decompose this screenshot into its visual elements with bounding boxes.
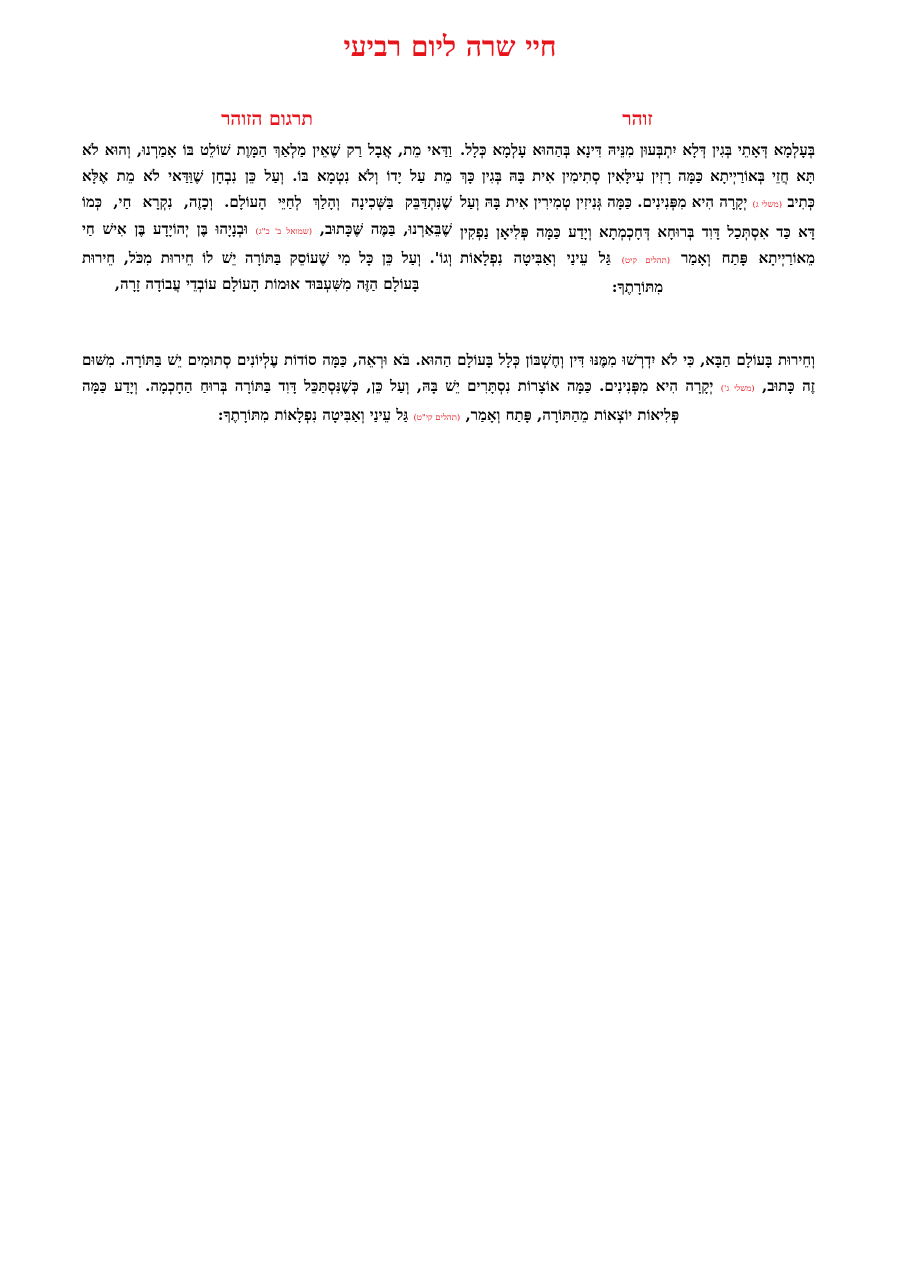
source-reference: (משלי ג) [752, 200, 783, 211]
zohar-text-segment: יְקָרָה הִיא מִפְּנִינִים. כַּמָּה גְּנִיזִין טְמִירִין אִית בָּהּ וְעַל דָּא כַּד אִסְתְּכַל דָּוִד בְּרוּחָא דְּחָכְמְתָא וְיָדַע כַּמָּה פְּלִיאָן נַפְקִין מֵאוֹרַיְיתָא פָּתַח וְאָמַר [460, 193, 816, 267]
translation-text-segment: וַדַּאי מֵת, אֲבָל רַק שֶׁאֵין מַלְאַךְ הַמָּוֶת שׁוֹלֵט בּוֹ אָמַרְנוּ, וְהוּא לֹא מֵת עַל יָדוֹ וְלֹא נִטְמָא בּוֹ. וְעַל כֵּן נִבְחָן שֶׁוַּדַּאי לֹא מֵת אֶלָּא שֶׁנִּתְדַּבֵּק בַּשְּׁכִינָה וְהָלַךְ לְחַיֵּי הָעוֹלָם. וְכָזֶה, נִקְרָא חַי, כְּמוֹ שֶׁבֵּאַרְנוּ, בַּמֶּה שֶּׁכָּתוּב, [82, 141, 452, 238]
translation-heading: תרגום הזוהר [221, 108, 313, 130]
zohar-text-column [460, 137, 815, 300]
source-reference: (תהלים קי"ט) [413, 413, 461, 424]
translation-text-segment: וּבְנָיָהוּ בֶּן יְהוֹיָדָע בֶּן אִישׁ חַי וְגוֹ'. וְעַל כֵּן כָּל מִי שֶׁעוֹסֵק בַּתּוֹרָה יֵשׁ לוֹ חֵירוּת מִכֹּל, חֵירוּת בָּעוֹלָם הַזֶּה מִשִּׁעְבּוּד אוּמוֹת הָעוֹלָם עוֹבְדֵי עֲבוֹדָה זָרָה, [82, 219, 452, 294]
source-reference: (תהלים קיט) [621, 255, 671, 266]
translation-continuation [82, 347, 815, 432]
translation-text-segment: יְקָרָה הִיא מִפְּנִינִים. כַּמָּה אוֹצָרוֹת נִסְתָּרִים יֵשׁ בָּהּ, וְעַל כֵּן, כְּשֶׁנִּסְתַּכֵּל דָּוִד בַּתּוֹרָה בְּרוּחַ הַחָכְמָה. וְיָדַע כַּמָּה פְּלִיאוֹת יוֹצְאוֹת מֵהַתּוֹרָה, פָּתַח וְאָמַר, [82, 377, 714, 425]
translation-text-segment: גַּל עֵינַי וְאַבִּיטָה נִפְלָאוֹת מִתּוֹרָתֶךָ: [217, 406, 409, 425]
zohar-text-segment: גַּל עֵינַי וְאַבִּיטָה נִפְלָאוֹת מִתּוֹרָתֶךָ: [460, 248, 664, 297]
source-reference: (שמואל ב' כ"ג) [255, 226, 313, 237]
translation-text-segment: וְחֵירוּת בָּעוֹלָם הַבָּא, כִּי לֹא יִדְרְשׁוּ מִמֶּנּוּ דִּין וְחֶשְׁבּוֹן כְּלָל בָּעוֹלָם הַהוּא. בֹּא וּרְאֵה, כַּמָּה סוֹדוֹת עֶלְיוֹנִים סְתוּמִים יֵשׁ בַּתּוֹרָה. מִשּׁוּם זֶה כָּתוּב, [82, 351, 815, 396]
zohar-heading: זוהר [622, 108, 653, 130]
source-reference: (משלי ג') [720, 384, 755, 395]
translation-text-column [82, 137, 452, 297]
zohar-text-segment: בְּעָלְמָא דְּאָתֵי בְּגִין דְּלָא יִתְבְּעוּן מִנֵּיהּ דִּינָא בְּהַהוּא עָלְמָא כְּלָל. תָּא חֲזֵי בְּאוֹרַיְיתָא כַּמָּה רָזִין עִילָּאִין סְתִימִין אִית בָּהּ בְּגִין כָּךְ כְּתִיב [460, 141, 815, 212]
page-title: חיי שרה ליום רביעי [343, 30, 557, 63]
